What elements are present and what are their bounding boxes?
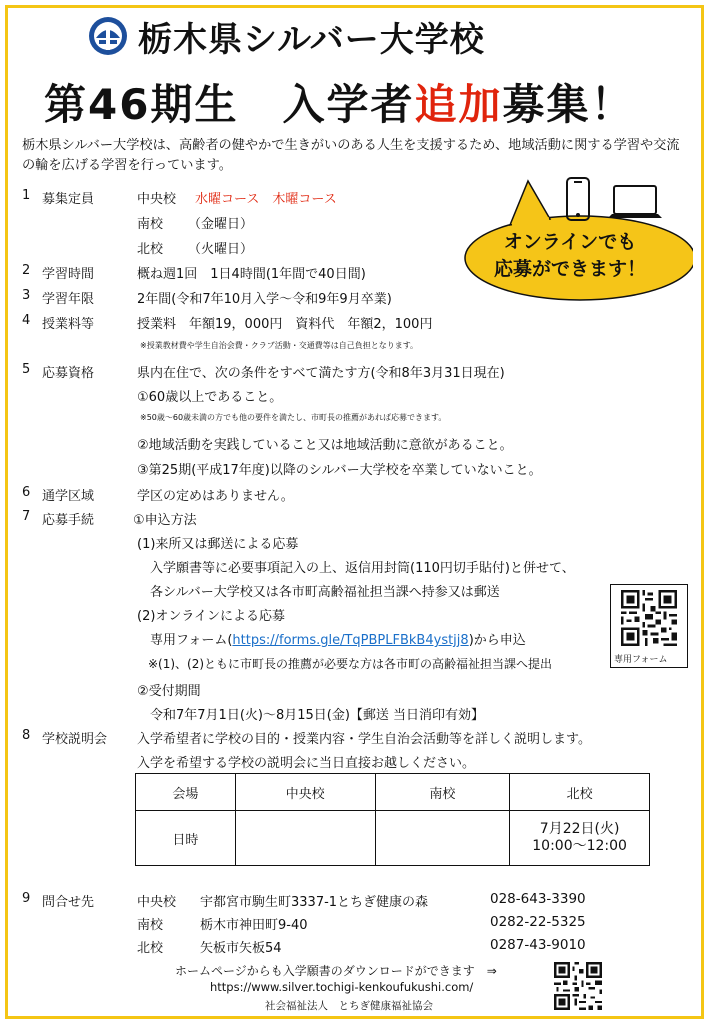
method-detail: 入学願書等に必要事項記入の上、返信用封筒(110円切手貼付)と併せて、 <box>150 561 575 576</box>
section-value: ①申込方法 <box>133 513 197 528</box>
section-number: 6 <box>22 485 31 500</box>
method-note: ※(1)、(2)ともに市町長の推薦が必要な方は各市町の高齢福祉担当課へ提出 <box>148 657 553 671</box>
online-form-line: 専用フォーム(https://forms.gle/TqPBPLFBkB4ystjj8)から申込 <box>150 633 526 648</box>
download-notice: ホームページからも入学願書のダウンロードができます ⇒ <box>175 964 497 978</box>
logo-emblem-icon <box>88 16 128 56</box>
page-subtitle: 第46期生 入学者追加募集！ <box>44 80 635 129</box>
contact-school: 中央校 <box>137 895 177 910</box>
section-value: 2年間(令和7年10月入学～令和9年9月卒業) <box>137 292 392 307</box>
section-label: 学習年限 <box>42 292 95 307</box>
table-header-cell: 北校 <box>510 774 650 811</box>
table-row <box>136 811 650 866</box>
condition-item: ①60歳以上であること。 <box>137 390 283 405</box>
table-header-cell: 中央校 <box>235 774 375 811</box>
section-note: ※50歳～60歳未満の方でも他の要件を満たし、市町長の推薦があれば応募できます。 <box>140 413 447 422</box>
smartphone-icon <box>565 176 591 222</box>
table-header-cell: 会場 <box>136 774 236 811</box>
table-cell: 7月22日(火) 10:00～12:00 <box>510 811 650 866</box>
qr-caption: 専用フォーム <box>614 655 668 665</box>
section-label: 通学区域 <box>42 489 95 504</box>
section-label: 学習時間 <box>42 267 95 282</box>
homepage-url[interactable]: https://www.silver.tochigi-kenkoufukushi.com/ <box>210 980 474 994</box>
table-row-label: 日時 <box>136 811 236 866</box>
section-label: 学校説明会 <box>42 732 108 747</box>
condition-item: ②地域活動を実践していること又は地域活動に意欲があること。 <box>137 438 513 453</box>
table-header-cell: 南校 <box>375 774 510 811</box>
contact-tel: 0282-22-5325 <box>490 914 586 930</box>
method-heading: (2)オンラインによる応募 <box>137 609 286 624</box>
contact-address: 宇都宮市駒生町3337-1とちぎ健康の森 <box>200 895 429 910</box>
contact-school: 北校 <box>137 941 164 956</box>
page-title: 栃木県シルバー大学校 <box>138 20 485 60</box>
section-value: 学区の定めはありません。 <box>137 489 294 504</box>
section-value: 授業料 年額19，000円 資料代 年額2，100円 <box>137 317 433 332</box>
contact-tel: 0287-43-9010 <box>490 937 586 953</box>
intro-text: 栃木県シルバー大学校は、高齢者の健やかで生きがいのある人生を支援するため、地域活動に関する学習や交流の輪を広げる学習を行っています。 <box>22 138 680 173</box>
table-header-row <box>136 774 650 811</box>
section-label: 募集定員 <box>42 192 95 207</box>
method-detail: 各シルバー大学校又は各市町高齢福祉担当課へ持参又は郵送 <box>150 585 500 600</box>
section-value: 入学希望者に学校の目的・授業内容・学生自治会活動等を詳しく説明します。 <box>137 732 591 747</box>
school-name: 南校 <box>137 217 164 232</box>
section-number: 1 <box>22 188 31 203</box>
school-name: 北校 <box>137 242 164 257</box>
section-label: 応募資格 <box>42 366 95 381</box>
section-number: 9 <box>22 891 31 906</box>
table-cell <box>235 811 375 866</box>
section-label: 授業料等 <box>42 317 95 332</box>
section-value: 入学を希望する学校の説明会に当日直接お越しください。 <box>137 756 476 771</box>
contact-tel: 028-643-3390 <box>490 891 586 907</box>
school-day: （火曜日） <box>188 242 254 257</box>
section-number: 8 <box>22 728 31 743</box>
section-number: 2 <box>22 263 31 278</box>
section-value: 県内在住で、次の条件をすべて満たす方(令和8年3月31日現在) <box>137 366 505 381</box>
course-list: 水曜コース 木曜コース <box>195 192 337 207</box>
contact-address: 栃木市神田町9-40 <box>200 918 308 933</box>
contact-address: 矢板市矢板54 <box>200 941 282 956</box>
online-form-link[interactable]: https://forms.gle/TqPBPLFBkB4ystjj8 <box>232 633 469 648</box>
section-number: 5 <box>22 362 31 377</box>
online-callout-text: オンラインでも 応募ができます！ <box>493 231 646 280</box>
qr-code-icon[interactable] <box>621 590 677 646</box>
section-number: 7 <box>22 509 31 524</box>
condition-item: ③第25期(平成17年度)以降のシルバー大学校を卒業していないこと。 <box>137 463 542 478</box>
contact-school: 南校 <box>137 918 164 933</box>
qr-code-icon[interactable] <box>554 962 602 1010</box>
organization-name: 社会福祉法人 とちぎ健康福祉協会 <box>265 1000 433 1012</box>
section-note: ※授業教材費や学生自治会費・クラブ活動・交通費等は自己負担となります。 <box>140 341 419 350</box>
table-cell <box>375 811 510 866</box>
period-value: 令和7年7月1日(火)～8月15日(金)【郵送 当日消印有効】 <box>150 708 485 723</box>
schedule-table <box>135 773 650 866</box>
method-heading: (1)来所又は郵送による応募 <box>137 537 299 552</box>
period-heading: ②受付期間 <box>137 684 201 699</box>
school-name: 中央校 <box>137 192 177 207</box>
school-day: （金曜日） <box>188 217 254 232</box>
section-label: 問合せ先 <box>42 895 95 910</box>
section-number: 3 <box>22 288 31 303</box>
laptop-icon <box>606 184 664 222</box>
section-value: 概ね週1回 1日4時間(1年間で40日間) <box>137 267 366 282</box>
section-number: 4 <box>22 313 31 328</box>
section-label: 応募手続 <box>42 513 95 528</box>
